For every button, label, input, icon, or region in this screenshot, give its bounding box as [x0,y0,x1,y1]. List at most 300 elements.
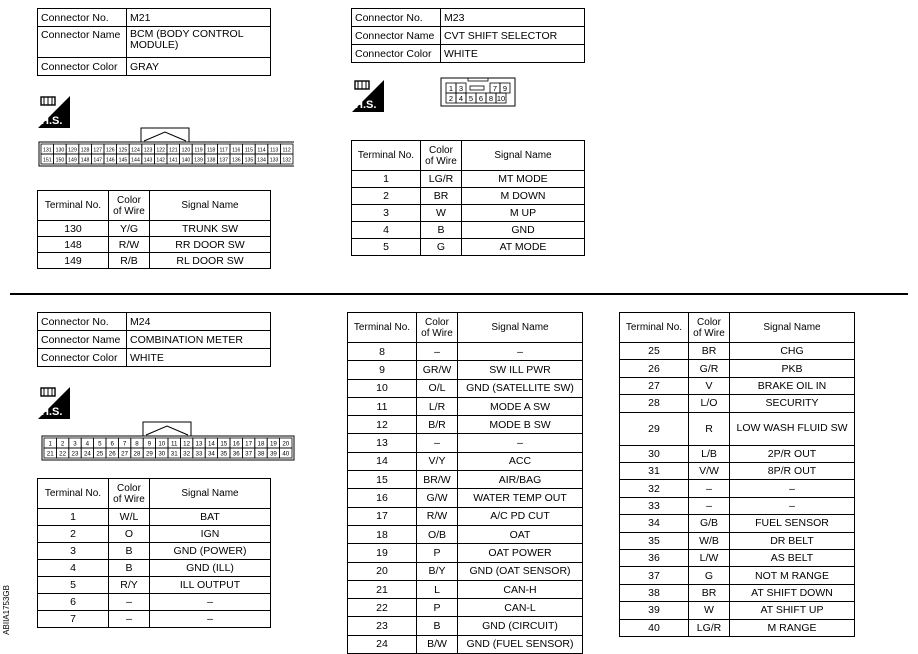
cvt-connector-face [440,77,516,107]
cell-color: O/B [417,525,458,543]
table-row [348,397,583,415]
pin-label: 116 [232,147,241,154]
cell-color: G [689,567,730,584]
pin-label: 121 [168,147,178,154]
pin-label: 134 [257,157,266,164]
info-value: BCM (BODY CONTROL MODULE) [127,27,271,58]
pin-label: 5 [468,94,474,103]
pin-label: 2 [60,440,65,448]
cell-signal: MODE B SW [458,416,583,434]
pin-label: 22 [59,450,67,458]
pin-label: 31 [170,450,178,458]
pin-label: 128 [80,147,90,154]
cell-signal: – [150,611,271,628]
cell-color: P [417,599,458,617]
pin-label: 149 [68,157,77,164]
pin-label: 141 [168,157,178,164]
cell-color: R/Y [109,577,150,594]
table-row [348,343,583,361]
cell-terminal: 34 [620,515,689,532]
table-row [348,471,583,489]
bcm-terminal-table [37,190,271,269]
cell-terminal: 1 [352,171,421,188]
pin-label: 118 [206,147,216,154]
cell-signal: DR BELT [730,532,855,549]
cell-signal: WATER TEMP OUT [458,489,583,507]
table-row [620,343,855,360]
pin-label: 7 [122,440,127,448]
cell-signal: – [730,480,855,497]
table-row [620,497,855,514]
pin-label: 117 [219,147,228,154]
cell-color: – [417,343,458,361]
figure-code: ABIIA1753GB [2,585,11,635]
cell-color: Y/G [109,221,150,237]
pin-label: 15 [220,440,228,448]
cell-terminal: 15 [348,471,417,489]
cell-terminal: 5 [38,577,109,594]
cell-color: G/W [417,489,458,507]
pin-label: 146 [105,157,115,164]
pin-label: 135 [244,157,254,164]
cell-color: L/B [689,445,730,462]
col-header-terminal: Terminal No. [348,313,417,343]
cell-color: L/O [689,395,730,412]
info-row [38,27,271,58]
info-label: Connector Color [38,58,127,76]
cell-signal: A/C PD CUT [458,507,583,525]
table-row [620,549,855,566]
pin-label: 18 [257,440,265,448]
pin-label: 131 [42,147,52,154]
col-header-color: Color of Wire [689,313,730,343]
connector-latch [146,426,188,435]
pin-label: 6 [478,94,484,103]
cell-color: – [417,434,458,452]
table-row [620,584,855,601]
pin-label: 10 [496,94,506,103]
cell-color: B [109,560,150,577]
cell-signal: ACC [458,452,583,470]
pin-label: 119 [194,147,203,154]
svg-text:H.S.: H.S. [41,406,63,418]
cell-terminal: 36 [620,549,689,566]
cell-color: B [421,222,462,239]
table-row [38,611,271,628]
cell-color: R/W [417,507,458,525]
table-row [620,377,855,394]
table-row [348,452,583,470]
col-header-color: Color of Wire [109,479,150,509]
cell-signal: – [458,343,583,361]
hs-icon [352,78,384,112]
cell-color: L/W [689,549,730,566]
table-row [620,619,855,636]
cell-signal: GND (SATELLITE SW) [458,379,583,397]
cell-terminal: 5 [352,239,421,256]
cell-color: W [421,205,462,222]
pin-label: 38 [257,450,265,458]
info-row [38,349,271,367]
pin-label: 27 [121,450,129,458]
svg-text:H.S.: H.S. [355,99,377,111]
info-row [352,9,585,27]
pin-label: 144 [131,157,140,164]
table-row [348,617,583,635]
table-row [620,463,855,480]
info-label: Connector Color [352,45,441,63]
cell-signal: GND [462,222,585,239]
cell-terminal: 28 [620,395,689,412]
pin-label: 26 [108,450,116,458]
pin-label: 139 [194,157,203,164]
cell-terminal: 1 [38,509,109,526]
cell-terminal: 38 [620,584,689,601]
cell-signal: AT MODE [462,239,585,256]
cell-terminal: 18 [348,525,417,543]
cell-color: R/W [109,237,150,253]
table-row [352,171,585,188]
pin-label: 16 [232,440,240,448]
cell-signal: BRAKE OIL IN [730,377,855,394]
cell-signal: BAT [150,509,271,526]
bcm-connector-face [37,124,294,170]
cell-signal: M UP [462,205,585,222]
cell-signal: AIR/BAG [458,471,583,489]
cell-signal: GND (OAT SENSOR) [458,562,583,580]
cell-color: R [689,412,730,445]
pin-label: 21 [46,450,54,458]
cell-terminal: 29 [620,412,689,445]
pin-label: 3 [458,84,464,93]
cell-color: G [421,239,462,256]
cell-terminal: 13 [348,434,417,452]
cell-color: B/R [417,416,458,434]
cvt-terminal-table [351,140,585,256]
meter-connector-info [37,312,271,367]
table-row [620,445,855,462]
pin-label: 130 [55,147,65,154]
table-row [352,239,585,256]
cell-terminal: 3 [38,543,109,560]
pin-label: 3 [73,440,77,448]
cell-signal: MT MODE [462,171,585,188]
cell-signal: SECURITY [730,395,855,412]
cell-terminal: 30 [620,445,689,462]
info-row [38,9,271,27]
cell-signal: ILL OUTPUT [150,577,271,594]
cell-terminal: 32 [620,480,689,497]
table-row [348,599,583,617]
info-value: COMBINATION METER [127,331,271,349]
col-header-terminal: Terminal No. [620,313,689,343]
cell-color: O [109,526,150,543]
table-row [38,594,271,611]
pin-label: 35 [220,450,228,458]
cell-signal: M DOWN [462,188,585,205]
cell-signal: OAT POWER [458,544,583,562]
cell-signal: RL DOOR SW [150,253,271,269]
meter-terminal-table-3 [619,312,855,637]
pin-label: 19 [269,440,277,448]
cell-signal: AS BELT [730,549,855,566]
info-label: Connector No. [352,9,441,27]
pin-label: 7 [492,84,498,93]
info-label: Connector Name [38,331,127,349]
pin-label: 30 [158,450,166,458]
pin-label: 25 [96,450,104,458]
pin-label: 40 [282,450,290,458]
cell-terminal: 130 [38,221,109,237]
cell-terminal: 17 [348,507,417,525]
cell-signal: CAN-L [458,599,583,617]
info-value: GRAY [127,58,271,76]
cell-signal: NOT M RANGE [730,567,855,584]
cell-terminal: 16 [348,489,417,507]
cell-terminal: 2 [352,188,421,205]
table-row [348,489,583,507]
table-row [352,205,585,222]
cell-terminal: 11 [348,397,417,415]
table-row [348,562,583,580]
cell-terminal: 33 [620,497,689,514]
col-header-color: Color of Wire [417,313,458,343]
pin-label: 125 [118,147,128,154]
pin-label: 29 [145,450,153,458]
pin-label: 12 [183,440,191,448]
pin-label: 123 [143,147,153,154]
info-row [38,313,271,331]
cell-color: – [689,497,730,514]
col-header-signal: Signal Name [458,313,583,343]
cell-signal: 2P/R OUT [730,445,855,462]
pin-label: 133 [269,157,279,164]
col-header-signal: Signal Name [150,479,271,509]
cell-terminal: 24 [348,635,417,653]
pin-label: 11 [170,440,178,448]
table-row [620,602,855,619]
pin-label: 132 [282,157,292,164]
cell-signal: GND (ILL) [150,560,271,577]
pin-label: 151 [42,157,52,164]
cell-color: LG/R [421,171,462,188]
cell-signal: AT SHIFT UP [730,602,855,619]
pin-label: 114 [257,147,266,154]
cell-signal: M RANGE [730,619,855,636]
cell-signal: CHG [730,343,855,360]
pin-label: 137 [219,157,229,164]
table-row [620,532,855,549]
cvt-connector-info [351,8,585,63]
cell-color: B/Y [417,562,458,580]
cell-color: V [689,377,730,394]
pin-label: 24 [83,450,91,458]
cell-color: R/B [109,253,150,269]
cell-terminal: 25 [620,343,689,360]
cell-terminal: 40 [620,619,689,636]
table-row [38,526,271,543]
pin-label: 32 [183,450,191,458]
info-row [352,45,585,63]
table-row [348,379,583,397]
pin-label: 33 [195,450,203,458]
table-row [620,360,855,377]
hs-icon [38,385,70,419]
pin-label: 112 [282,147,291,154]
cell-signal: RR DOOR SW [150,237,271,253]
table-row [38,221,271,237]
info-row [38,331,271,349]
pin-label: 140 [181,157,191,164]
pin-label: 145 [118,157,128,164]
section-divider [10,293,908,295]
col-header-terminal: Terminal No. [38,479,109,509]
col-header-color: Color of Wire [421,141,462,171]
cell-terminal: 22 [348,599,417,617]
info-label: Connector No. [38,9,127,27]
table-row [38,237,271,253]
cell-terminal: 148 [38,237,109,253]
info-label: Connector Color [38,349,127,367]
col-header-signal: Signal Name [462,141,585,171]
pin-label: 136 [231,157,241,164]
pin-label: 4 [458,94,464,103]
cell-terminal: 8 [348,343,417,361]
table-row [620,395,855,412]
cell-signal: 8P/R OUT [730,463,855,480]
cell-terminal: 7 [38,611,109,628]
table-row [348,580,583,598]
meter-connector-face [41,418,295,462]
pin-label: 115 [244,147,254,154]
cell-color: L [417,580,458,598]
cell-signal: SW ILL PWR [458,361,583,379]
cell-signal: FUEL SENSOR [730,515,855,532]
cell-signal: – [150,594,271,611]
col-header-signal: Signal Name [730,313,855,343]
table-row [348,361,583,379]
cell-terminal: 2 [38,526,109,543]
info-label: Connector No. [38,313,127,331]
pin-label: 36 [232,450,240,458]
pin-label: 13 [195,440,203,448]
table-row [348,507,583,525]
cell-color: GR/W [417,361,458,379]
pin-label: 9 [147,440,152,448]
cell-terminal: 9 [348,361,417,379]
cell-signal: GND (CIRCUIT) [458,617,583,635]
pin-label: 10 [158,440,166,448]
pin-label: 126 [105,147,115,154]
pin-label: 150 [55,157,65,164]
cell-color: BR [689,584,730,601]
cell-color: – [109,594,150,611]
pin-label: 124 [131,147,140,154]
pin-label: 37 [245,450,253,458]
cell-terminal: 35 [620,532,689,549]
cell-color: G/B [689,515,730,532]
info-row [352,27,585,45]
cell-signal: GND (POWER) [150,543,271,560]
cell-color: BR [689,343,730,360]
pin-label: 127 [93,147,103,154]
cell-terminal: 27 [620,377,689,394]
pin-label: 1 [48,440,52,448]
pin-label: 2 [448,94,454,103]
pin-label: 1 [448,84,454,93]
cell-color: G/R [689,360,730,377]
cell-color: B [417,617,458,635]
cell-terminal: 3 [352,205,421,222]
cell-color: BR [421,188,462,205]
pin-label: 14 [207,440,215,448]
cell-terminal: 37 [620,567,689,584]
table-row [620,480,855,497]
cell-terminal: 6 [38,594,109,611]
table-row [352,188,585,205]
table-row [352,222,585,239]
cell-color: P [417,544,458,562]
info-value: M24 [127,313,271,331]
cell-color: – [109,611,150,628]
pin-label: 138 [206,157,216,164]
pin-label: 129 [68,147,77,154]
pin-label: 120 [181,147,191,154]
cell-terminal: 4 [352,222,421,239]
cell-signal: CAN-H [458,580,583,598]
cell-terminal: 10 [348,379,417,397]
cell-terminal: 12 [348,416,417,434]
cell-signal: – [730,497,855,514]
info-value: WHITE [441,45,585,63]
cell-color: W [689,602,730,619]
cell-terminal: 14 [348,452,417,470]
cell-color: O/L [417,379,458,397]
cell-terminal: 19 [348,544,417,562]
cell-color: BR/W [417,471,458,489]
connector-key [470,86,484,90]
bcm-connector-info [37,8,271,76]
pin-label: 8 [135,440,139,448]
pin-label: 148 [80,157,90,164]
info-row [38,58,271,76]
cell-color: B [109,543,150,560]
table-row [348,416,583,434]
pin-label: 113 [269,147,279,154]
info-value: M21 [127,9,271,27]
col-header-terminal: Terminal No. [38,191,109,221]
connector-latch [144,132,186,141]
pin-label: 5 [98,440,102,448]
cell-signal: TRUNK SW [150,221,271,237]
cell-signal: LOW WASH FLUID SW [730,412,855,445]
hs-icon [38,94,70,128]
table-row [620,412,855,445]
info-label: Connector Name [38,27,127,58]
cell-terminal: 21 [348,580,417,598]
cell-color: W/B [689,532,730,549]
pin-label: 4 [85,440,90,448]
cell-terminal: 31 [620,463,689,480]
cell-color: V/W [689,463,730,480]
col-header-signal: Signal Name [150,191,271,221]
pin-label: 142 [156,157,166,164]
table-row [620,567,855,584]
table-row [348,525,583,543]
info-label: Connector Name [352,27,441,45]
svg-text:H.S.: H.S. [41,115,63,127]
cell-color: – [689,480,730,497]
